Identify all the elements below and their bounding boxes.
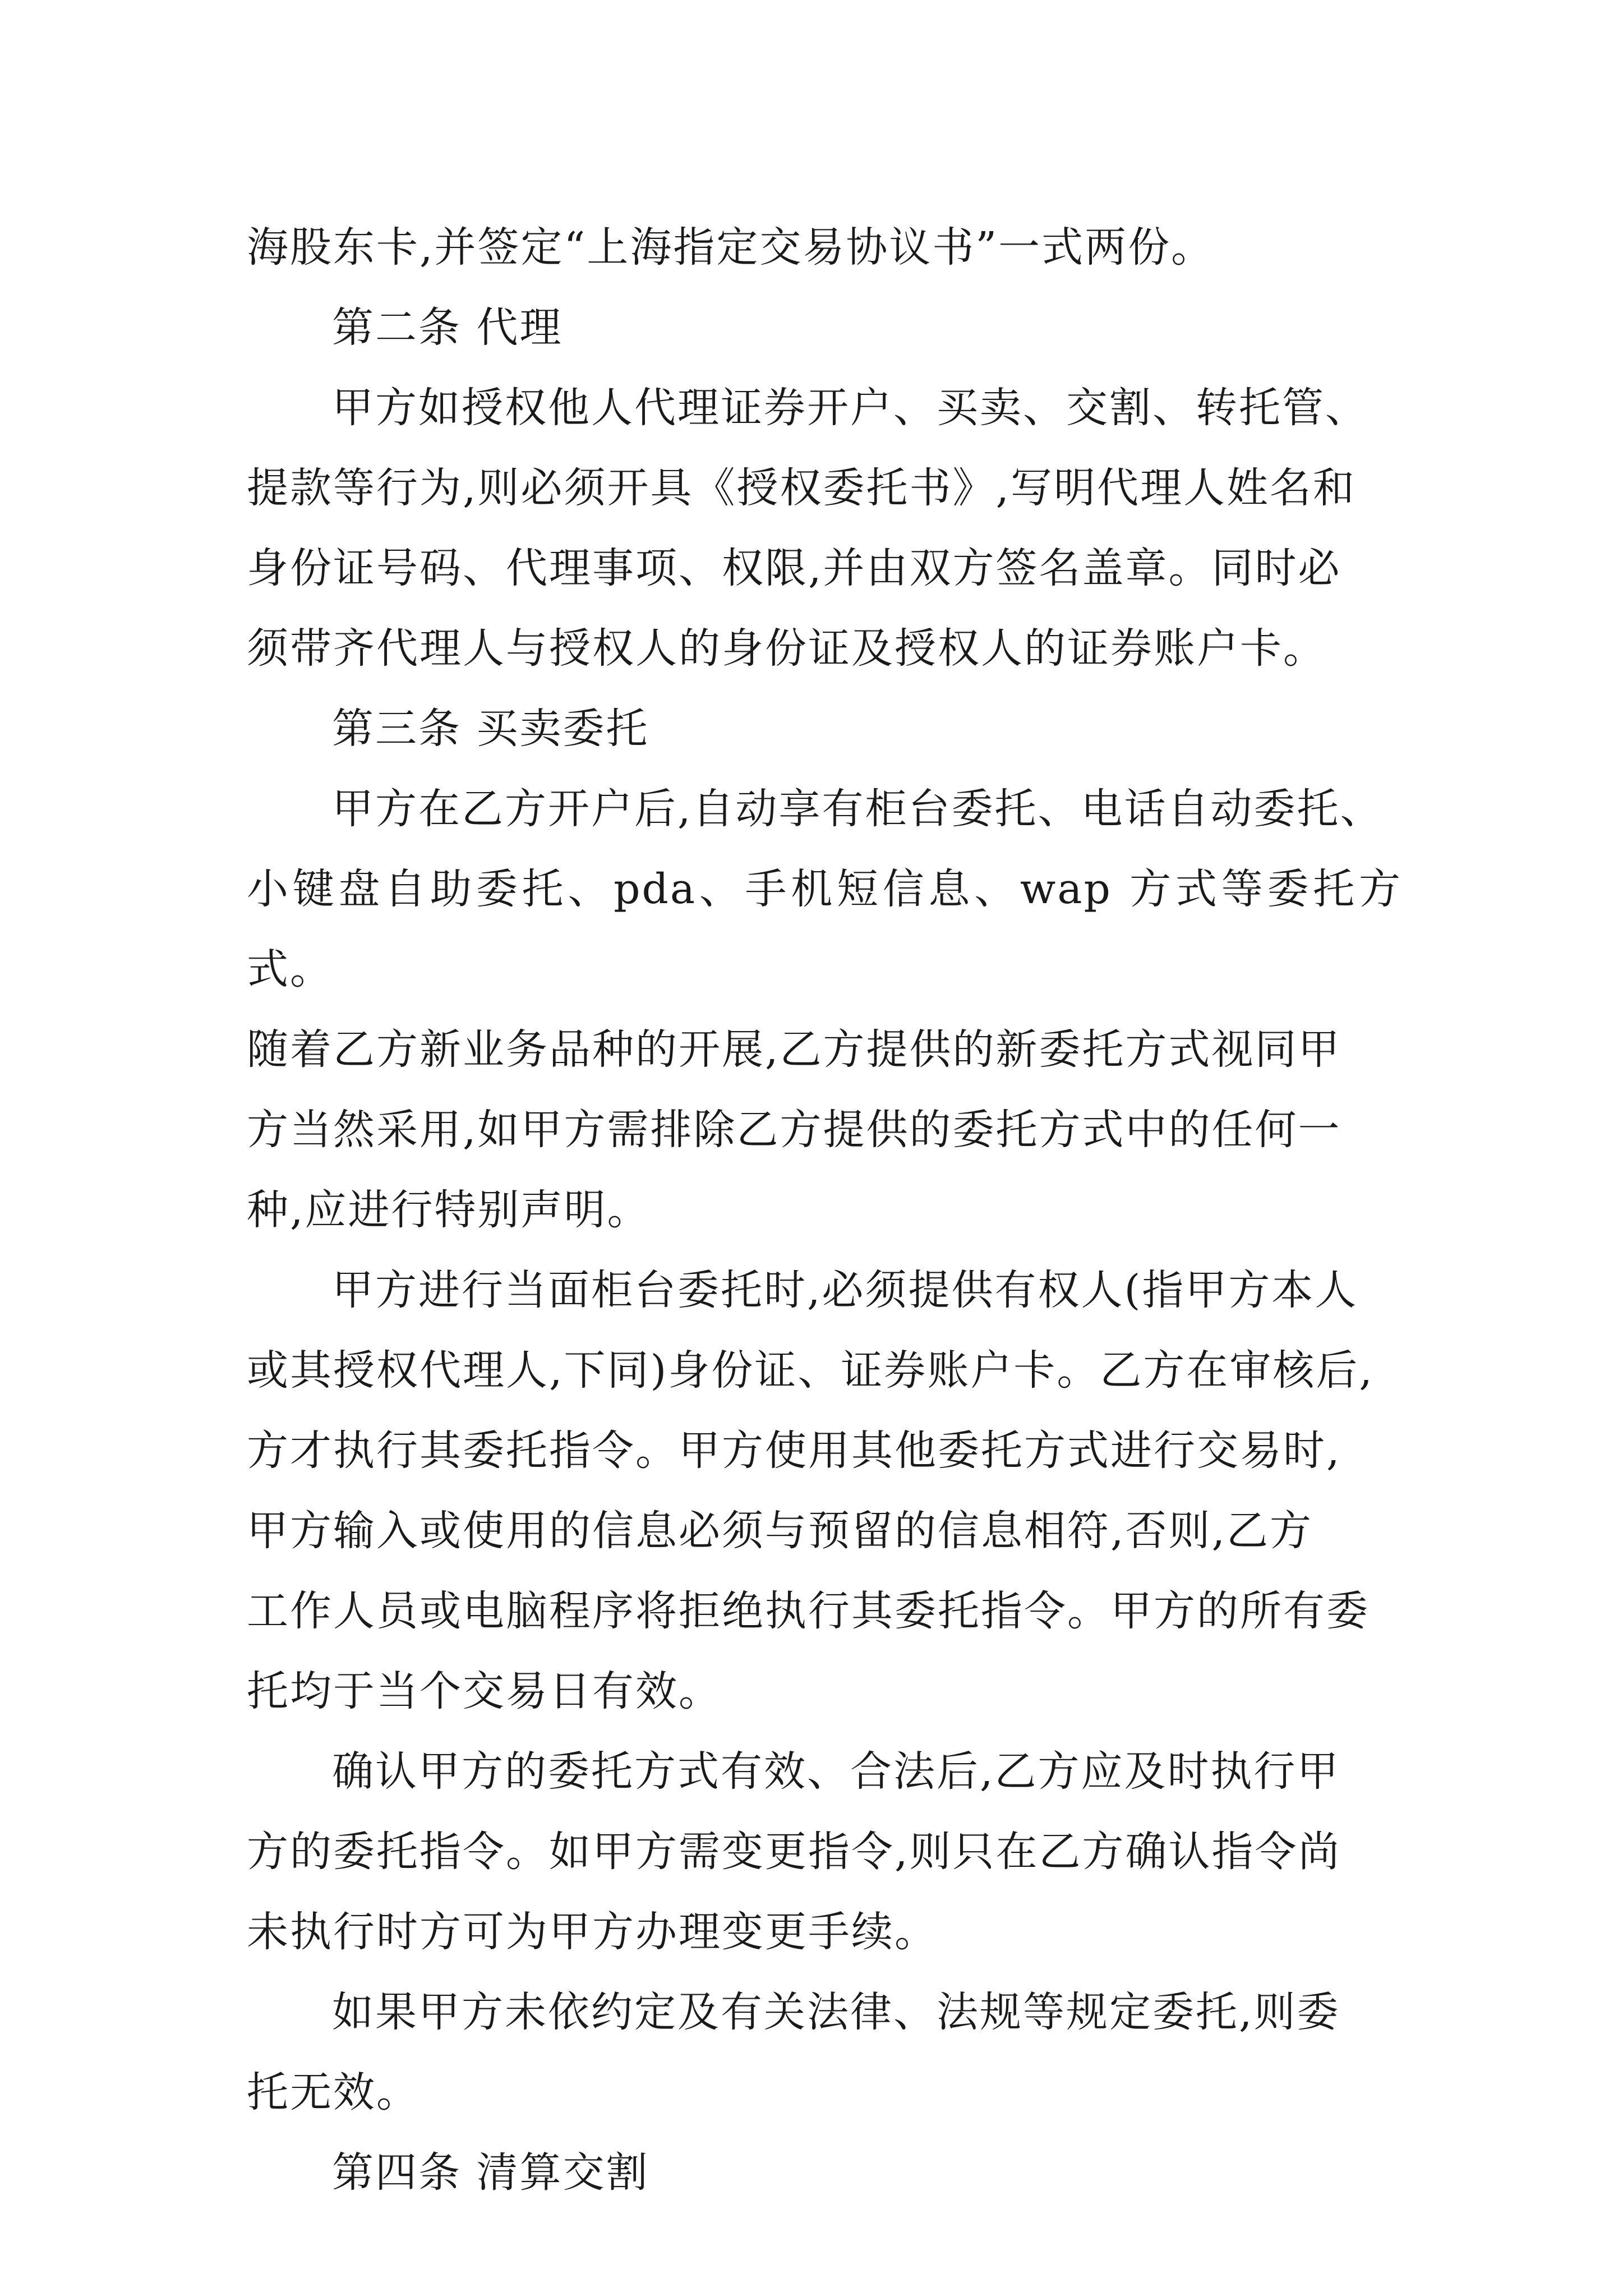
document-body: [247, 208, 1402, 2213]
paragraph-continuation: 海股东卡,并签定“上海指定交易协议书”一式两份。: [247, 223, 1215, 272]
article-heading-2: 第二条 代理: [332, 303, 563, 352]
paragraph-execute-instructions: 确认甲方的委托方式有效、合法后,乙方应及时执行甲 方的委托指令。如甲方需变更指令,则只在乙方确认指令尚 未执行时方可为甲方办理变更手续。: [247, 1747, 1341, 1956]
paragraph-counter-entrust: 甲方进行当面柜台委托时,必须提供有权人(指甲方本人 或其授权代理人,下同)身份证、证券账户卡。乙方在审核后, 方才执行其委托指令。甲方使用其他委托方式进行交易时, 甲方输入或使用的信息必须与预留的信息相符,否则,乙方 工作人员或电脑程序将拒绝执行其委托指令。甲方的所有委 托均于当个交易日有效。: [247, 1266, 1374, 1715]
paragraph-invalid-entrust: 如果甲方未依约定及有关法律、法规等规定委托,则委 托无效。: [247, 1988, 1340, 2116]
article-heading-4: 第四条 清算交割: [332, 2148, 649, 2197]
paragraph-entrust-methods: 甲方在乙方开户后,自动享有柜台委托、电话自动委托、 小键盘自助委托、pda、手机短信息、wap 方式等委托方式。 随着乙方新业务品种的开展,乙方提供的新委托方式视同甲 方当然采用,如甲方需排除乙方提供的委托方式中的任何一 种,应进行特别声明。: [247, 785, 1402, 1234]
paragraph-agency: 甲方如授权他人代理证券开户、买卖、交割、转托管、 提款等行为,则必须开具《授权委托书》,写明代理人姓名和 身份证号码、代理事项、权限,并由双方签名盖章。同时必 须带齐代理人与授权人的身份证及授权人的证券账户卡。: [247, 384, 1368, 673]
article-heading-3: 第三条 买卖委托: [332, 705, 649, 753]
